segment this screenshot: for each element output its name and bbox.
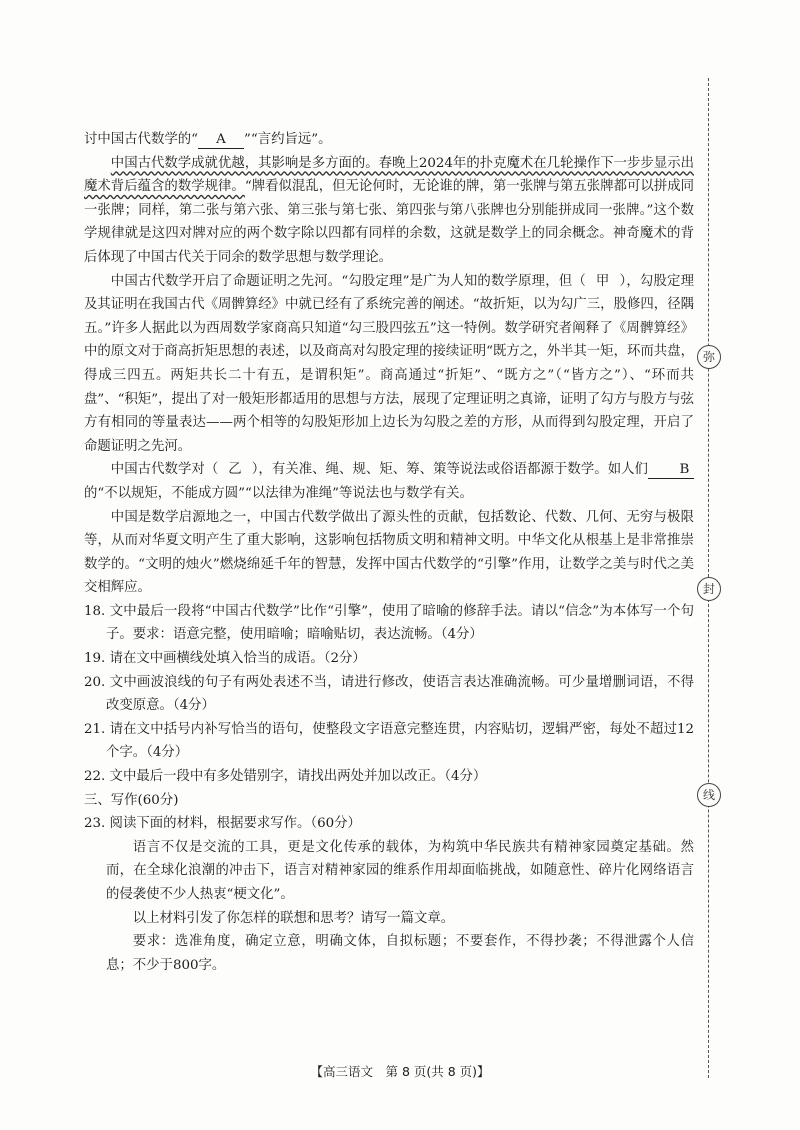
passage-paragraph-3: 中国古代数学对（ 乙 ），有关准、绳、规、矩、筹、策等说法或俗语都源于数学。如人们 B的“不以规矩，不能成方圆”“以法律为准绳”等说法也与数学有关。 xyxy=(84,458,694,505)
passage-paragraph-1: 中国古代数学成就优越，其影响是多方面的。春晚上2024年的扑克魔术在几轮操作下一步步显示出魔术背后蕴含的数学规律。“牌看似混乱，但无论何时，无论谁的牌，第一张牌与第五张牌都可以拼成同一张牌；同样，第二张与第六张、第三张与第七张、第四张与第八张牌也分别能拼成同一张牌。”这个数学规律就是这四对牌对应的两个数字除以四都有同样的余数，这就是数学上的同余概念。神奇魔术的背后体现了中国古代关于同余的数学思想与数学理论。 xyxy=(84,155,695,265)
question-18: 18. 文中最后一段将“中国古代数学”比作“引擎”，使用了暗喻的修辞手法。请以“信念”为本体写一个句子。要求：语意完整，使用暗喻；暗喻贴切，表达流畅。（4分） xyxy=(84,603,694,643)
blank-jia: 甲 xyxy=(595,273,610,289)
writing-requirements: 要求：选准角度，确定立意，明确文体，自拟标题；不要套作，不得抄袭；不得泄露个人信息；不少于800字。 xyxy=(106,934,694,973)
binding-seal-xian: 线 xyxy=(697,783,721,807)
passage-paragraph-4: 中国是数学启源地之一，中国古代数学做出了源头性的贡献，包括数论、代数、几何、无穷与极限等，从而对华夏文明产生了重大影响，这影响包括物质文明和精神文明。中华文化从根基上是非常推崇数学的。“文明的烛火”燃烧绵延千年的智慧，发挥中国古代数学的“引擎”作用，让数学之美与时代之美交相辉应。 xyxy=(84,509,694,596)
blank-a: A xyxy=(198,132,244,149)
question-19: 19. 请在文中画横线处填入恰当的成语。（2分） xyxy=(84,651,366,667)
writing-prompt: 以上材料引发了你怎样的联想和思考？请写一篇文章。 xyxy=(132,910,455,926)
binding-seal-mi: 弥 xyxy=(697,345,721,369)
passage-paragraph-2: 中国古代数学开启了命题证明之先河。“勾股定理”是广为人知的数学原理，但（ 甲 ），勾股定理及其证明在我国古代《周髀算经》中就已经有了系统完善的阐述。“故折矩，以为勾广三，股修四，径隅五。”许多人据此以为西周数学家商高只知道“勾三股四弦五”这一特例。数学研究者阐释了《周髀算经》中的原文对于商高折矩思想的表述，以及商高对勾股定理的接续证明“既方之，外半其一矩，环而共盘，得成三四五。两矩共长二十有五，是谓积矩”。商高通过“折矩”、“既方之”（“皆方之”）、“环而共盘”、“积矩”，提出了对一般矩形都适用的思想与方法，展现了定理证明之真谛，证明了勾方与股方与弦方有相同的等量表达——两个相等的勾股矩形加上边长为勾股之差的方形，从而得到勾股定理，开启了命题证明之先河。 xyxy=(84,273,694,454)
question-21: 21. 请在文中括号内补写恰当的语句，使整段文字语意完整连贯，内容贴切，逻辑严密，每处不超过12个字。（4分） xyxy=(84,721,694,761)
blank-yi: 乙 xyxy=(228,462,242,478)
page-content xyxy=(84,128,694,977)
wavy-underlined-sentence: 中国古代数学成就优越，其影响是多方面的。春晚上2024年的扑克魔术在几轮操作下一步步显示出魔术背后蕴含的数学规律。 xyxy=(84,155,694,195)
binding-seal-feng: 封 xyxy=(697,577,721,601)
passage-line-0: 讨中国古代数学的“ A ”“言约旨远”。 xyxy=(84,132,332,147)
page-footer: 【高三语文 第 8 页(共 8 页)】 xyxy=(310,1064,490,1079)
section-3-heading: 三、写作(60分) xyxy=(84,792,179,808)
writing-material: 语言不仅是交流的工具，更是文化传承的载体，为构筑中华民族共有精神家园奠定基础。然而，在全球化浪潮的冲击下，语言对精神家园的维系作用却面临挑战，如随意性、碎片化网络语言的侵袭使不少人热衷“梗文化”。 xyxy=(106,839,694,902)
question-23: 23. 阅读下面的材料，根据要求写作。（60分） xyxy=(84,816,361,832)
question-20: 20. 文中画波浪线的句子有两处表述不当，请进行修改，使语言表达准确流畅。可少量增删词语，不得改变原意。（4分） xyxy=(84,674,694,714)
question-22: 22. 文中最后一段中有多处错别字，请找出两处并加以改正。（4分） xyxy=(84,769,487,785)
blank-b: B xyxy=(648,462,694,479)
